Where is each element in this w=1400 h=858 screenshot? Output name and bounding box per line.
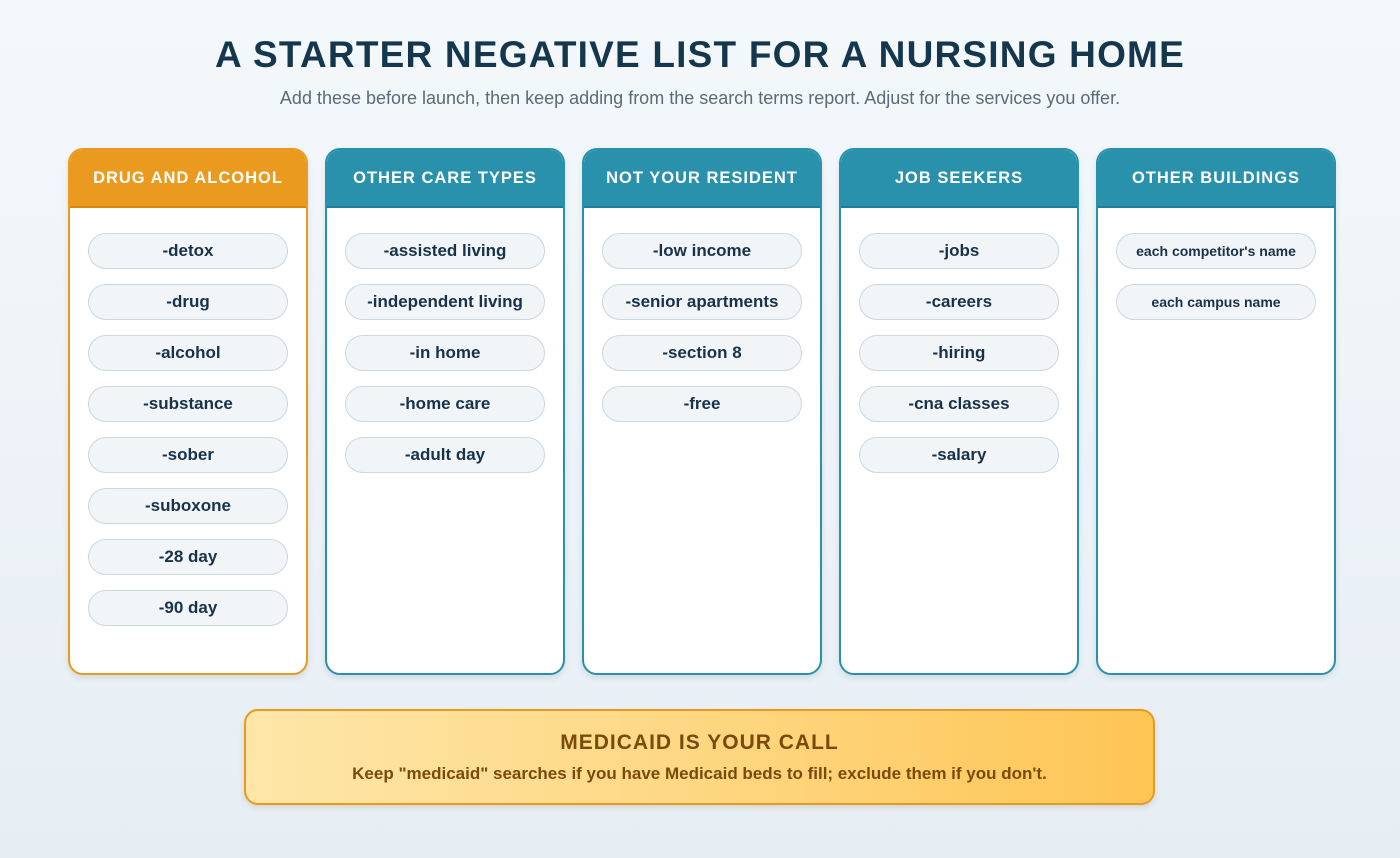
- negative-keyword: -home care: [345, 386, 545, 422]
- negative-keyword: -cna classes: [859, 386, 1059, 422]
- page-title: A STARTER NEGATIVE LIST FOR A NURSING HOME: [215, 34, 1185, 75]
- column-body: [70, 208, 306, 626]
- negative-keyword: -free: [602, 386, 802, 422]
- column-other-buildings: [1096, 148, 1336, 675]
- column-other-care-types: [325, 148, 565, 675]
- column-drug-and-alcohol: [68, 148, 308, 675]
- column-header: NOT YOUR RESIDENT: [584, 150, 820, 208]
- negative-keyword: -jobs: [859, 233, 1059, 269]
- column-not-your-resident: [582, 148, 822, 675]
- column-header: JOB SEEKERS: [841, 150, 1077, 208]
- column-job-seekers: [839, 148, 1079, 675]
- negative-keyword: -drug: [88, 284, 288, 320]
- medicaid-callout: [244, 709, 1155, 805]
- negative-keyword: -detox: [88, 233, 288, 269]
- negative-keyword: -28 day: [88, 539, 288, 575]
- negative-keyword: -salary: [859, 437, 1059, 473]
- negative-keyword: -substance: [88, 386, 288, 422]
- negative-keyword: -adult day: [345, 437, 545, 473]
- column-header: OTHER CARE TYPES: [327, 150, 563, 208]
- negative-keyword: -assisted living: [345, 233, 545, 269]
- negative-keyword: -alcohol: [88, 335, 288, 371]
- page-subtitle: Add these before launch, then keep adding from the search terms report. Adjust for the services you offer.: [279, 88, 1121, 108]
- column-body: [584, 208, 820, 422]
- negative-keyword: -section 8: [602, 335, 802, 371]
- negative-keyword: -90 day: [88, 590, 288, 626]
- negative-keyword: -independent living: [345, 284, 545, 320]
- negative-keyword: -suboxone: [88, 488, 288, 524]
- negative-keyword: -careers: [859, 284, 1059, 320]
- negative-keyword: each competitor's name: [1116, 233, 1316, 269]
- negative-keyword: -low income: [602, 233, 802, 269]
- callout-title: MEDICAID IS YOUR CALL: [560, 731, 839, 754]
- column-body: [841, 208, 1077, 473]
- negative-keyword: -hiring: [859, 335, 1059, 371]
- callout-text: Keep "medicaid" searches if you have Medicaid beds to fill; exclude them if you don't.: [352, 764, 1047, 783]
- negative-list-columns: [68, 148, 1330, 675]
- negative-keyword: -sober: [88, 437, 288, 473]
- negative-keyword: -in home: [345, 335, 545, 371]
- negative-keyword: each campus name: [1116, 284, 1316, 320]
- column-header: DRUG AND ALCOHOL: [70, 150, 306, 208]
- negative-keyword: -senior apartments: [602, 284, 802, 320]
- column-body: [327, 208, 563, 473]
- column-header: OTHER BUILDINGS: [1098, 150, 1334, 208]
- column-body: [1098, 208, 1334, 320]
